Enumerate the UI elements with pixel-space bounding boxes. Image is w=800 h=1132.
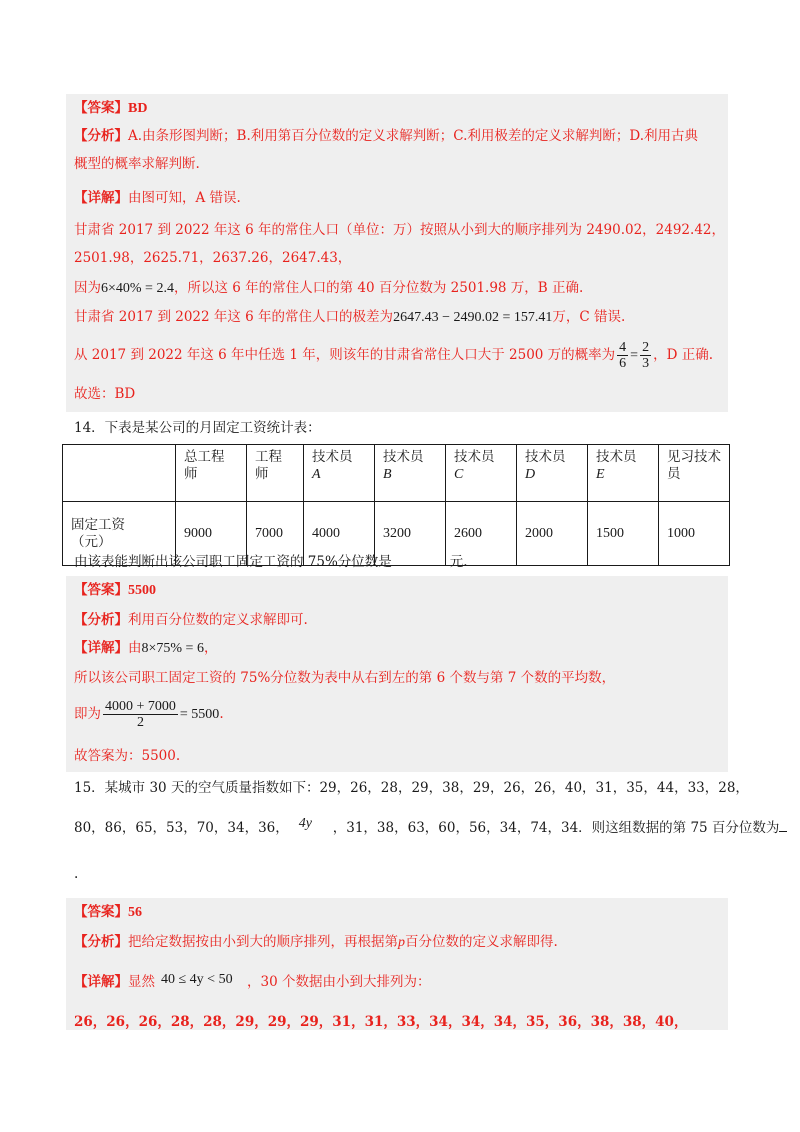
q14-conclusion: 故答案为：5500. (74, 748, 181, 764)
q15-stem-var: 4y (298, 816, 312, 831)
header-cell-chief-engineer: 总工程 师 (176, 445, 247, 502)
q13-line6-post: ，D 正确. (653, 347, 713, 363)
q15-detail-tag: 【详解】 (74, 974, 128, 990)
q13-frac1-num: 4 (619, 340, 627, 355)
q14-line3-pre: 即为 (74, 706, 101, 722)
wage-cell: 1000 (659, 502, 730, 566)
q15-detail-post: ，30 个数据由小到大排列为： (247, 974, 431, 990)
header-cell-tech-d: 技术员 D (517, 445, 588, 502)
wage-cell: 1500 (588, 502, 659, 566)
q14-average-fraction (103, 699, 178, 730)
q14-answer-tag: 【答案】 (74, 582, 128, 598)
header-cell-tech-e: 技术员 E (588, 445, 659, 502)
wage-cell: 3200 (375, 502, 446, 566)
q13-conclusion: 故选：BD (74, 386, 136, 402)
q13-line4-post: ，所以这 6 年的常住人口的第 40 百分位数为 2501.98 万，B 正确. (173, 280, 584, 296)
q15-answer-blank (779, 819, 787, 832)
q14-question-pre: 由该表能判断出该公司职工固定工资的 75%分位数是 (74, 554, 392, 570)
q15-stem-line2 (74, 818, 787, 838)
wage-cell: 4000 (304, 502, 375, 566)
q14-detail-line1 (74, 638, 217, 659)
q13-frac2-num: 2 (642, 340, 650, 355)
q13-answer-tag: 【答案】 (74, 100, 128, 116)
q15-answer-tag: 【答案】 (74, 904, 128, 920)
q13-detail (74, 188, 241, 208)
q14-analysis-tag: 【分析】 (74, 612, 128, 628)
row-label-fixed-wage: 固定工资 （元） (63, 502, 176, 566)
q15-stem-line2-post: ，31，38，63，60，56，34，74，34．则这组数据的第 75 百分位数为 (332, 820, 780, 836)
header-cell-tech-a: 技术员 A (304, 445, 375, 502)
q15-detail (74, 972, 430, 992)
wage-table-header-row (63, 445, 730, 502)
q13-equals: = (630, 348, 639, 363)
q14-answer-blank (392, 553, 450, 566)
q14-line1-post: ， (203, 640, 218, 656)
q15-answer (74, 902, 142, 923)
wage-table (62, 444, 730, 566)
header-cell-trainee: 见习技术 员 (659, 445, 730, 502)
q13-frac1-den: 6 (619, 356, 627, 371)
q13-fraction-1 (617, 340, 628, 371)
q14-line1-math: 8×75% = 6 (141, 641, 204, 656)
q14-question-post: 元. (449, 554, 468, 570)
q13-fraction-2 (640, 340, 651, 371)
q13-analysis-line2: 概型的概率求解判断. (74, 156, 200, 172)
q13-detail-line1: 由图可知，A 错误. (128, 190, 241, 206)
q15-answer-value: 56 (128, 905, 142, 920)
q13-detail-line2: 甘肃省 2017 到 2022 年这 6 年的常住人口（单位：万）按照从小到大的顺序排列为 2490.02，2492.42， (74, 222, 725, 238)
q14-answer (74, 580, 156, 601)
header-cell-engineer: 工程 师 (247, 445, 304, 502)
q14-analysis-text: 利用百分位数的定义求解即可. (128, 612, 308, 628)
q13-analysis (74, 126, 698, 146)
q13-frac2-den: 3 (642, 356, 650, 371)
q13-analysis-tag: 【分析】 (74, 128, 128, 144)
wage-cell: 2600 (446, 502, 517, 566)
q15-solution-block (66, 898, 728, 1030)
q13-line6-pre: 从 2017 到 2022 年这 6 年中任选 1 年，则该年的甘肃省常住人口大于 2500 万的概率为 (74, 347, 616, 363)
wage-cell: 2000 (517, 502, 588, 566)
q13-answer (74, 98, 147, 119)
q14-question (74, 552, 468, 572)
q15-analysis-tag: 【分析】 (74, 934, 128, 950)
q13-detail-line6 (74, 338, 713, 373)
q13-detail-line4 (74, 278, 583, 299)
q15-detail-pre: 显然 (128, 974, 155, 990)
wage-cell: 7000 (247, 502, 304, 566)
q13-line5-math: 2647.43 − 2490.02 = 157.41 (393, 310, 553, 325)
q13-analysis-line1: A.由条形图判断；B.利用第百分位数的定义求解判断；C.利用极差的定义求解判断；D.利用古典 (128, 128, 699, 144)
q15-analysis-pre: 把给定数据按由小到大的顺序排列，再根据第 (128, 934, 398, 950)
q13-line4-math: 6×40% = 2.4 (101, 281, 174, 296)
q13-detail-line5 (74, 307, 625, 328)
q15-stem-line1: 15．某城市 30 天的空气质量指数如下：29，26，28，29，38，29，26，26，40，31，35，44，33，28， (74, 780, 749, 796)
q13-line4-pre: 因为 (74, 280, 101, 296)
q15-stem-line2-pre: 80，86，65，53，70，34，36， (74, 820, 289, 836)
q14-stem: 14．下表是某公司的月固定工资统计表： (74, 420, 321, 436)
q14-line1-pre: 由 (128, 640, 142, 656)
q14-frac-num: 4000 + 7000 (105, 699, 176, 714)
q15-analysis (74, 932, 558, 953)
q14-detail-line3 (74, 697, 224, 732)
q14-detail-line2: 所以该公司职工固定工资的 75%分位数为表中从右到左的第 6 个数与第 7 个数的平均数， (74, 670, 616, 686)
q15-stem-line3: . (74, 866, 79, 882)
q15-detail-inequality: 40 ≤ 4y < 50 (161, 972, 233, 987)
q14-line3-post: . (219, 706, 224, 722)
header-cell-tech-b: 技术员 B (375, 445, 446, 502)
q15-analysis-post: 百分位数的定义求解即得. (405, 934, 558, 950)
q13-answer-value: BD (128, 101, 148, 116)
q14-analysis (74, 610, 308, 630)
q15-analysis-var: p (398, 935, 405, 950)
q13-line5-post: 万，C 错误. (552, 309, 626, 325)
q14-answer-value: 5500 (128, 583, 156, 598)
q14-detail-tag: 【详解】 (74, 640, 128, 656)
q13-detail-tag: 【详解】 (74, 190, 128, 206)
q13-detail-line3: 2501.98，2625.71，2637.26，2647.43， (74, 250, 352, 266)
q14-frac-rhs: = 5500 (179, 707, 220, 722)
q14-frac-den: 2 (136, 715, 144, 730)
wage-cell: 9000 (176, 502, 247, 566)
header-cell-empty (63, 445, 176, 502)
q13-line5-pre: 甘肃省 2017 到 2022 年这 6 年的常住人口的极差为 (74, 309, 394, 325)
header-cell-tech-c: 技术员 C (446, 445, 517, 502)
q15-sorted-data: 26，26，26，28，28，29，29，29，31，31，33，34，34，34，35，36，38，38，40， (74, 1014, 688, 1030)
